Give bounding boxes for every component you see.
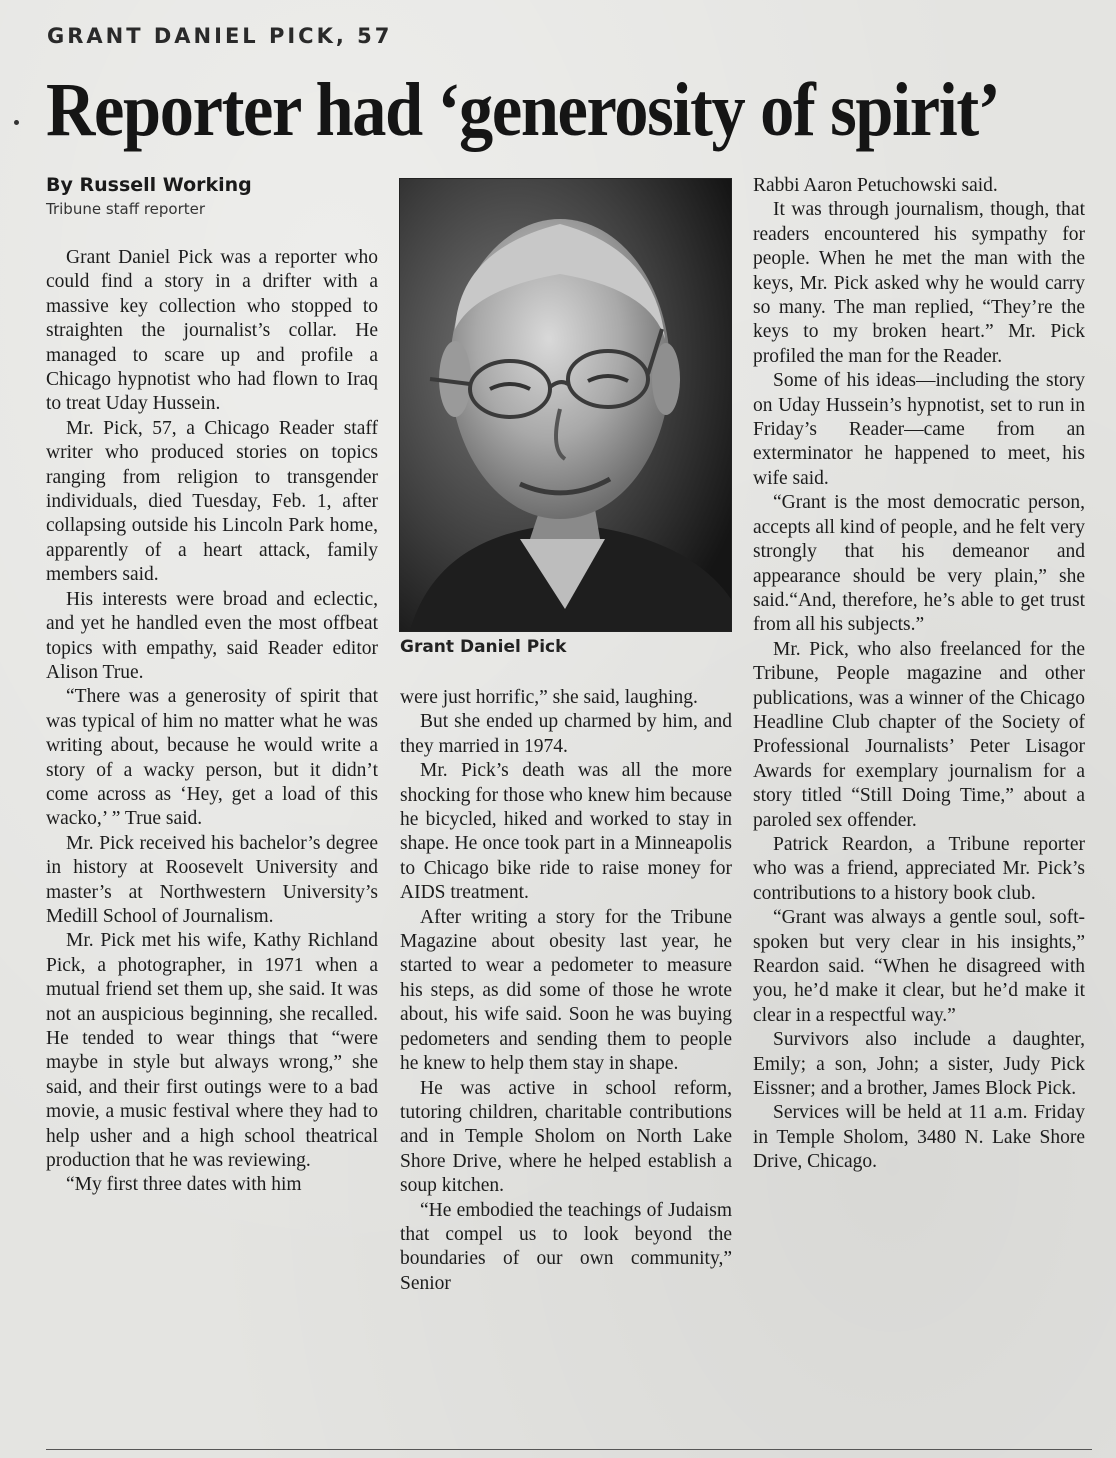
paragraph: After writing a story for the Tribune Magazine about obesity last year, he started to wear a pedometer to measure his steps, as did some of those he wrote about, his wife said. Soon he was buying pedometers and sending them to people he knew to help them stay in shape.: [400, 906, 732, 1075]
paragraph: Mr. Pick’s death was all the more shocking for those who knew him because he bicycled, hiked and worked to stay in shape. He once took part in a Minneapolis to Chicago bike ride to raise money for AIDS treatment.: [400, 760, 732, 904]
paragraph: Mr. Pick, who also freelanced for the Tribune, People magazine and other publications, was a winner of the Chicago Headline Club chapter of the Society of Professional Journalists’ Peter Lisagor Awards for exemplary journalism for a story titled “Still Doing Time,” about a paroled sex offender.: [753, 638, 1085, 831]
paragraph: He was active in school reform, tutoring children, charitable contributions and in Temple Sholom on North Lake Shore Drive, where he helped establish a soup kitchen.: [400, 1077, 732, 1197]
portrait-illustration: [400, 179, 731, 631]
column-1: [46, 246, 378, 1198]
paragraph: Mr. Pick received his bachelor’s degree in history at Roosevelt University and master’s at Northwestern University’s Medill School of Journalism.: [46, 832, 378, 927]
paragraph: Mr. Pick, 57, a Chicago Reader staff writer who produced stories on topics ranging from religion to transgender individuals, died Tuesday, Feb. 1, after collapsing outside his Lincoln Park home, apparently of a heart attack, family members said.: [46, 417, 378, 586]
bottom-rule: [46, 1449, 1092, 1450]
paragraph: “Grant was always a gentle soul, soft-spoken but very clear in his insights,” Reardon said. “When he disagreed with you, he’d make it clear, but he’d make it clear in a respectful way.”: [753, 907, 1085, 1026]
byline-name: By Russell Working: [46, 174, 252, 196]
paragraph: Grant Daniel Pick was a reporter who could find a story in a drifter with a massive key collection who stopped to straighten the journalist’s collar. He managed to scare up and profile a Chicago hypnotist who had flown to Iraq to treat Uday Hussein.: [46, 247, 378, 415]
paragraph: “My first three dates with him: [66, 1174, 302, 1196]
paragraph: Services will be held at 11 a.m. Friday in Temple Sholom, 3480 N. Lake Shore Drive, Chicago.: [753, 1102, 1085, 1173]
paragraph: Mr. Pick met his wife, Kathy Richland Pick, a photographer, in 1971 when a mutual friend set them up, she said. It was not an auspicious beginning, she recalled. He tended to wear things that “were maybe in style but always wrong,” she said, and their first outings were to a bad movie, a music festival where they had to help usher and a high school theatrical production that he was reviewing.: [46, 930, 378, 1172]
paragraph: Patrick Reardon, a Tribune reporter who was a friend, appreciated Mr. Pick’s contributions to a history book club.: [753, 833, 1085, 904]
portrait-photo: [399, 178, 732, 632]
paragraph: Some of his ideas—including the story on Uday Hussein’s hypnotist, set to run in Friday’s Reader—came from an exterminator he happened to meet, his wife said.: [753, 370, 1085, 489]
paragraph: But she ended up charmed by him, and they married in 1974.: [400, 711, 732, 757]
paragraph: Survivors also include a daughter, Emily; a son, John; a sister, Judy Pick Eissner; and a brother, James Block Pick.: [753, 1029, 1085, 1100]
kicker: GRANT DANIEL PICK, 57: [47, 24, 393, 48]
column-3: [753, 174, 1085, 1175]
headline: Reporter had ‘generosity of spirit’: [46, 68, 1000, 152]
paragraph: “He embodied the teachings of Judaism that compel us to look beyond the boundaries of our own community,” Senior: [400, 1199, 732, 1294]
column-2: [400, 686, 732, 1296]
paragraph: It was through journalism, though, that readers encountered his sympathy for people. When he met the man with the keys, Mr. Pick asked why he would carry so many. The man replied, “They’re the keys to my broken heart.” Mr. Pick profiled the man for the Reader.: [753, 199, 1085, 367]
byline-role: Tribune staff reporter: [46, 200, 206, 218]
paragraph: Rabbi Aaron Petuchowski said.: [753, 175, 998, 196]
paragraph: were just horrific,” she said, laughing.: [400, 687, 698, 708]
paragraph: “Grant is the most democratic person, accepts all kind of people, and he felt very strongly that his demeanor and appearance should be very plain,” she said.“And, therefore, he’s able to get trust from all his subjects.”: [753, 492, 1085, 636]
photo-caption: Grant Daniel Pick: [400, 637, 567, 657]
paragraph: His interests were broad and eclectic, and yet he handled even the most offbeat topics with empathy, said Reader editor Alison True.: [46, 588, 378, 683]
bullet-mark: [14, 120, 19, 125]
paragraph: “There was a generosity of spirit that was typical of him no matter what he was writing about, because he would write a story of a wacky person, but it didn’t come across as ‘Hey, get a load of this wacko,’ ” True said.: [46, 686, 378, 830]
byline: [46, 174, 252, 218]
